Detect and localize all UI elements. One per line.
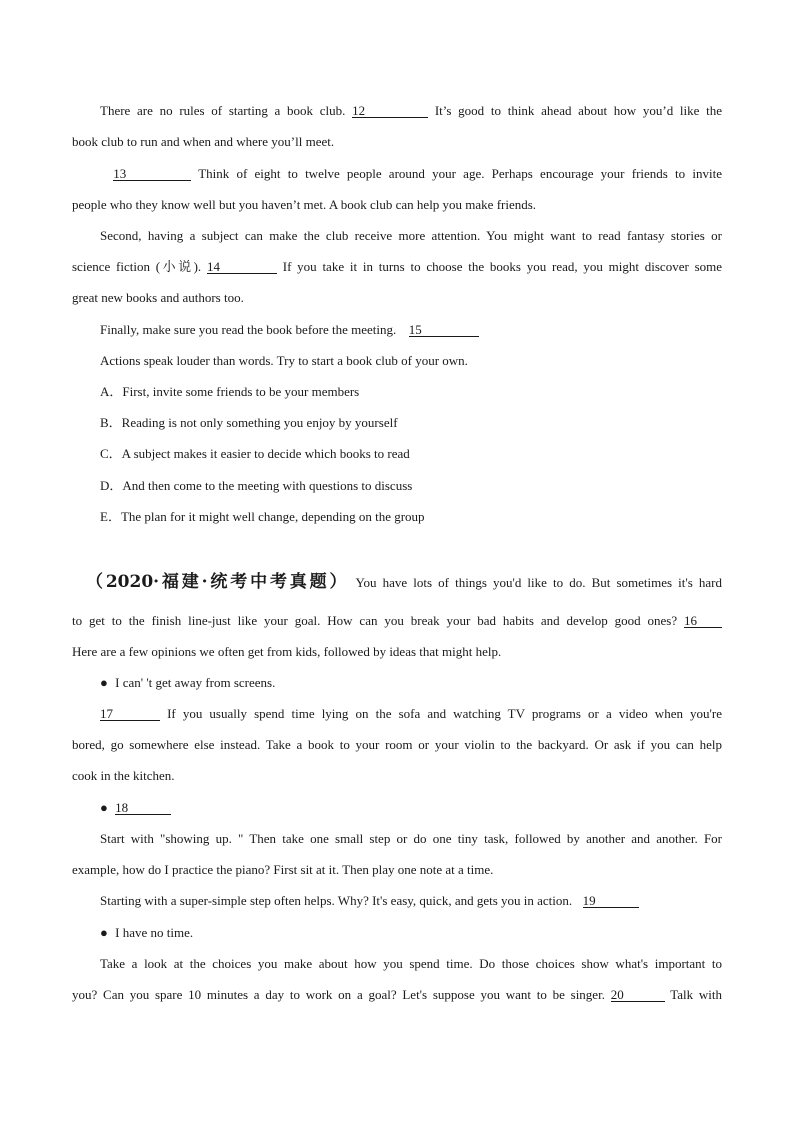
text-span: You have lots of things you'd like to do. But sometimes it's hard [355, 575, 723, 590]
blank-14[interactable]: 14 [207, 260, 277, 274]
text-span: Talk with [670, 987, 723, 1002]
text-span: science fiction (小说). [72, 259, 202, 274]
text-span: Starting with a super-simple step often helps. Why? It's easy, quick, and gets you in action. [100, 893, 573, 908]
text-span: I have no time. [115, 925, 194, 940]
bullet-icon: ● [100, 800, 108, 815]
text-span: If you usually spend time lying on the sofa and watching TV programs or a video when you're [167, 706, 722, 721]
text-span: If you take it in turns to choose the books you read, you might discover some [282, 259, 723, 274]
paragraph-line [100, 95, 722, 126]
option-e: E．The plan for it might well change, depending on the group [100, 509, 425, 524]
paragraph-line [100, 698, 722, 729]
text-span: you? Can you spare 10 minutes a day to work on a goal? Let's suppose you want to be singer. [72, 987, 605, 1002]
text-span: to get to the finish line-just like your goal. How can you break your bad habits and develop good ones? [72, 613, 678, 628]
option-b: B．Reading is not only something you enjoy by yourself [100, 415, 398, 430]
paragraph-line [100, 885, 722, 916]
paragraph-line [72, 251, 722, 282]
blank-15[interactable]: 15 [409, 323, 479, 337]
paragraph-line: people who they know well but you haven’t met. A book club can help you make friends. [72, 197, 537, 212]
blank-18[interactable]: 18 [115, 801, 171, 815]
paragraph-line: Here are a few opinions we often get from kids, followed by ideas that might help. [72, 644, 502, 659]
bullet-heading [100, 792, 722, 823]
option-d: D．And then come to the meeting with questions to discuss [100, 478, 413, 493]
text-span: Think of eight to twelve people around your age. Perhaps encourage your friends to invite [198, 166, 722, 181]
paragraph-line: Take a look at the choices you make about how you spend time. Do those choices show what's important to [100, 956, 722, 971]
bullet-icon: ● [100, 675, 108, 690]
paragraph-line: Start with "showing up. " Then take one small step or do one tiny task, followed by another and another. For [100, 831, 722, 846]
paragraph-line: Second, having a subject can make the club receive more attention. You might want to read fantasy stories or [100, 228, 722, 243]
paragraph-line: cook in the kitchen. [72, 768, 175, 783]
blank-16[interactable]: 16 [684, 614, 722, 628]
text-span: It’s good to think ahead about how you’d like the [434, 103, 723, 118]
paragraph-line [72, 605, 722, 636]
blank-12[interactable]: 12 [352, 104, 428, 118]
paragraph-line: bored, go somewhere else instead. Take a book to your room or your violin to the backyard. Or ask if you can help [72, 737, 722, 752]
blank-20[interactable]: 20 [611, 988, 665, 1002]
section-title: （2020·福建·统考中考真题） [86, 572, 350, 592]
bullet-icon: ● [100, 925, 108, 940]
option-c: C．A subject makes it easier to decide which books to read [100, 446, 410, 461]
text-span: Finally, make sure you read the book before the meeting. [100, 322, 397, 337]
text-span: I can' 't get away from screens. [115, 675, 276, 690]
blank-19[interactable]: 19 [583, 894, 639, 908]
bullet-heading [100, 667, 722, 698]
text-span: There are no rules of starting a book club. [100, 103, 346, 118]
paragraph-line [100, 314, 722, 345]
paragraph-line: book club to run and when and where you’ll meet. [72, 134, 335, 149]
paragraph-line [72, 158, 722, 189]
option-a: A．First, invite some friends to be your members [100, 384, 360, 399]
paragraph-line: example, how do I practice the piano? First sit at it. Then play one note at a time. [72, 862, 494, 877]
paragraph-line [86, 567, 722, 598]
bullet-heading [100, 917, 722, 948]
blank-17[interactable]: 17 [100, 707, 160, 721]
paragraph-line: great new books and authors too. [72, 290, 244, 305]
paragraph-line: Actions speak louder than words. Try to start a book club of your own. [100, 353, 468, 368]
paragraph-line [72, 979, 722, 1010]
blank-13[interactable]: 13 [113, 167, 191, 181]
